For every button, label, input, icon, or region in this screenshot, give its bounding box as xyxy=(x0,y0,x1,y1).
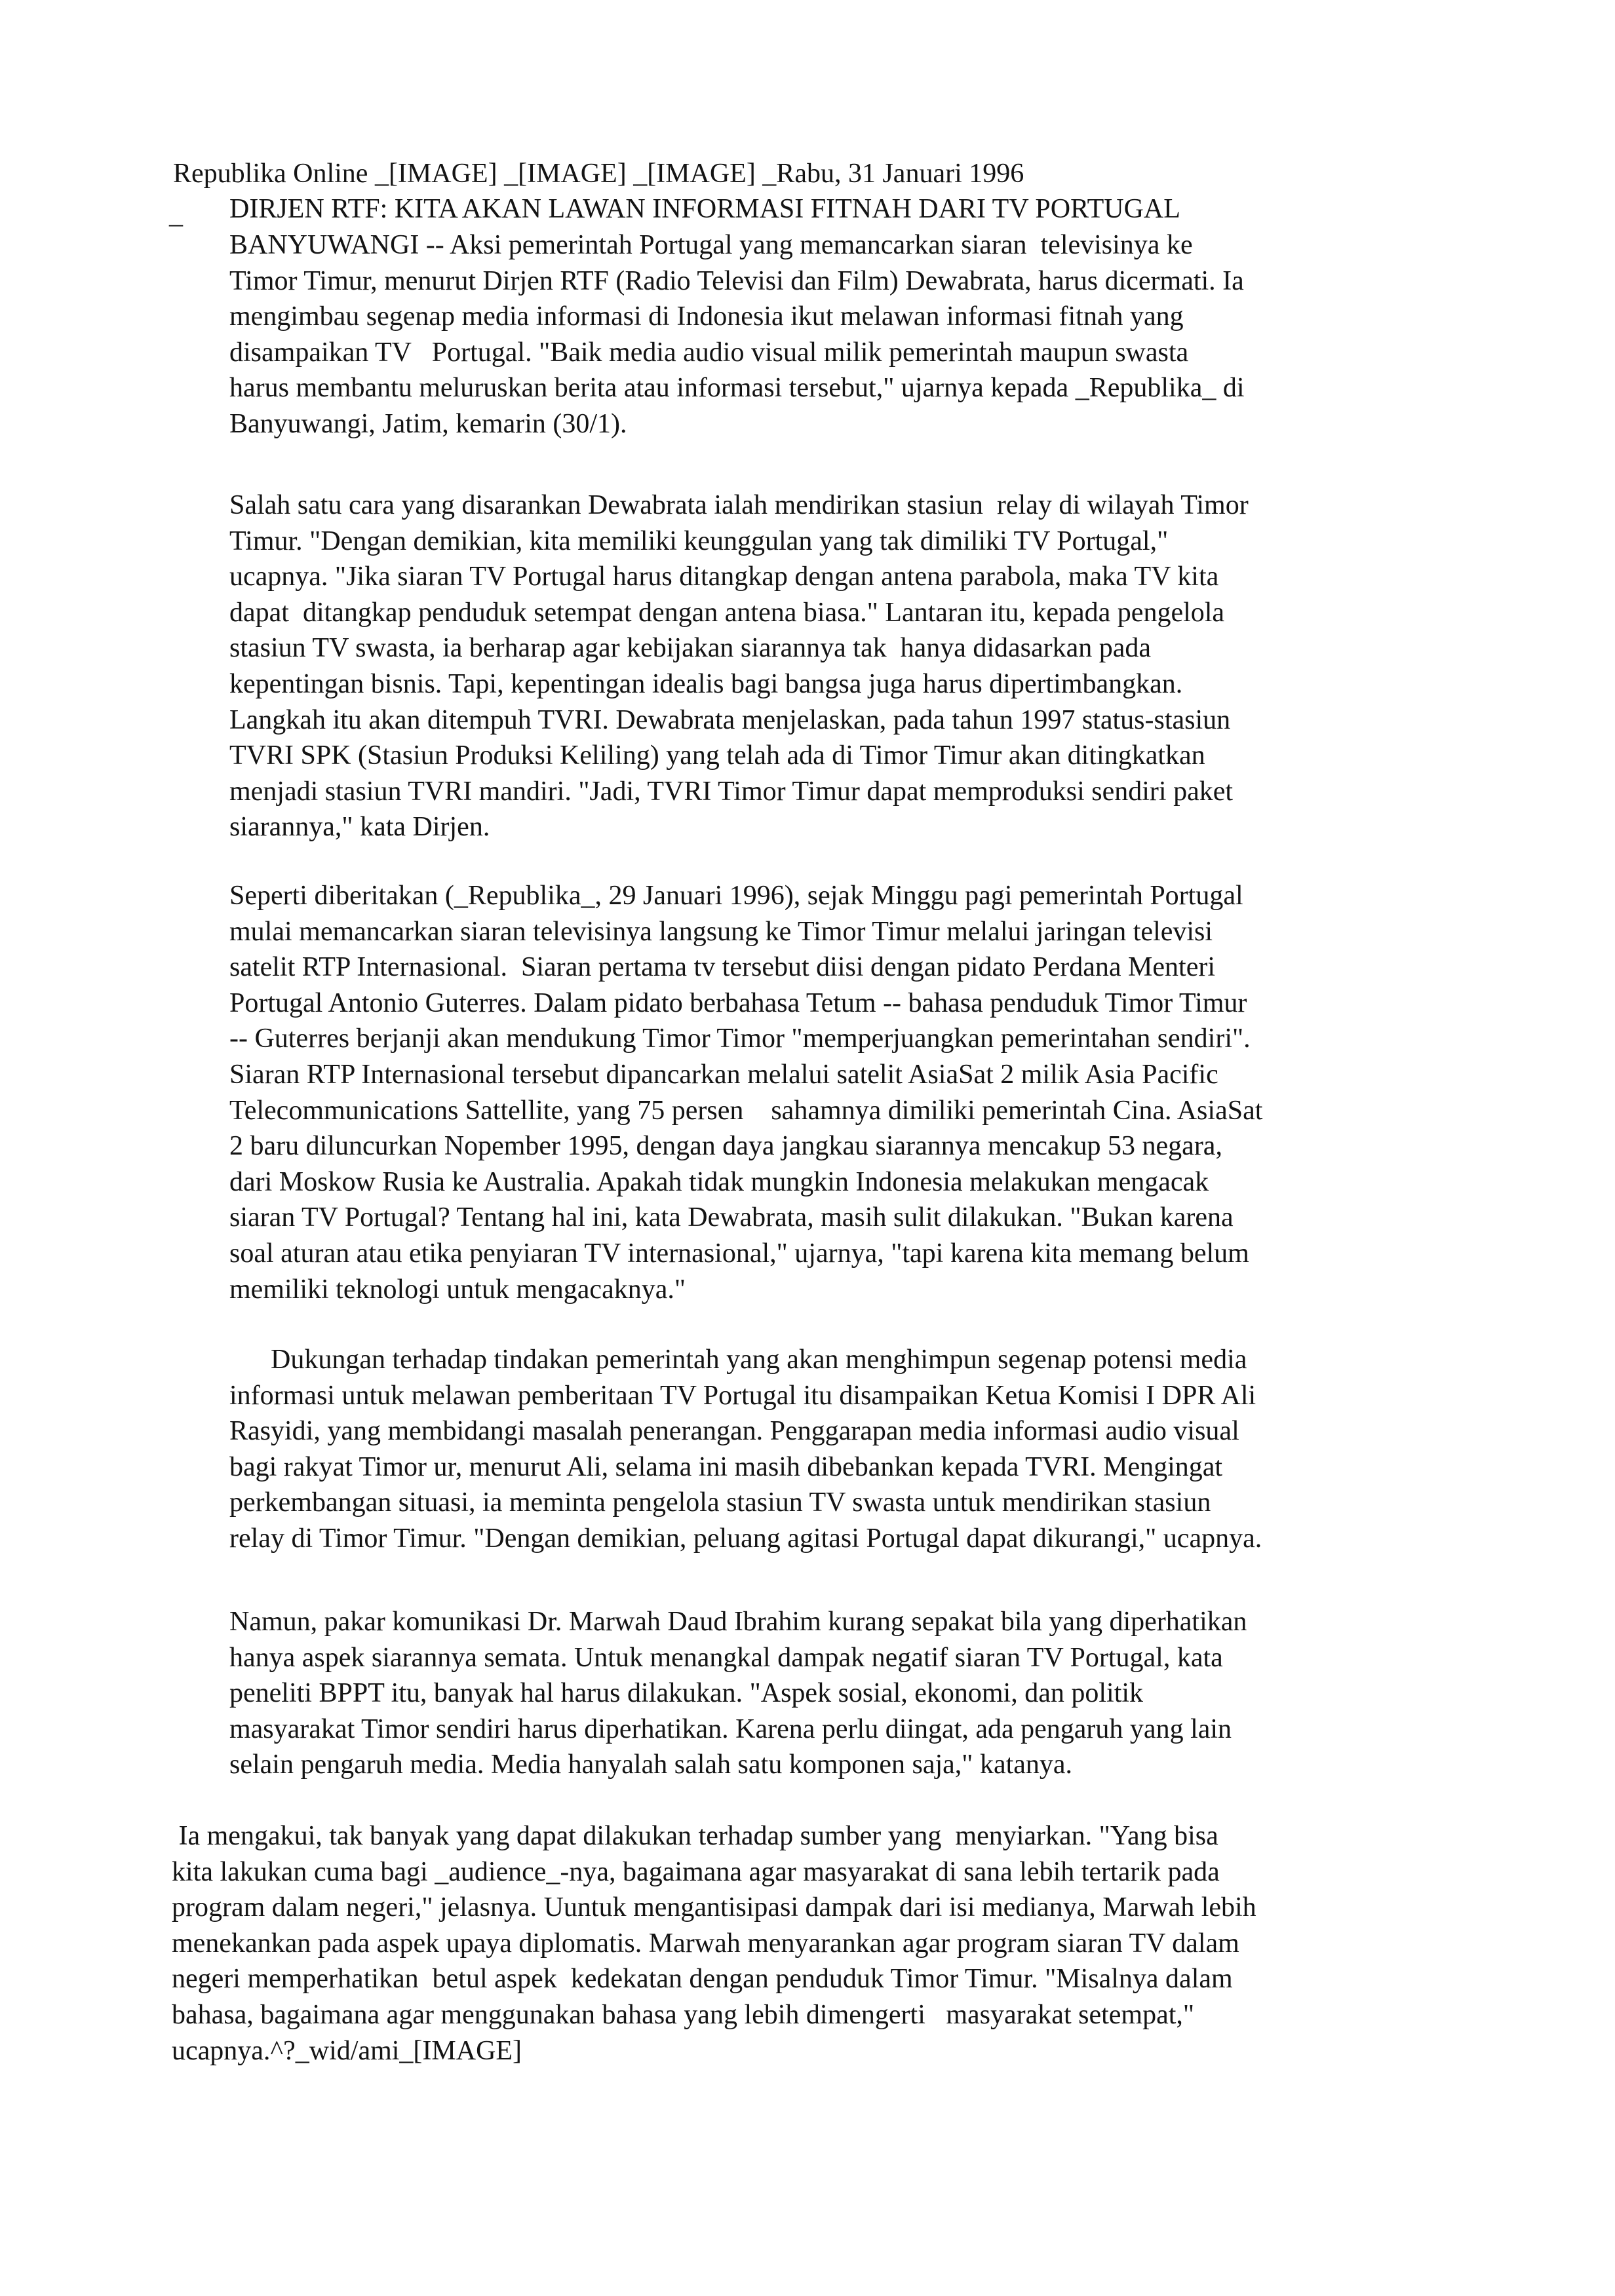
paragraph-2-line: ucapnya. "Jika siaran TV Portugal harus ditangkap dengan antena parabola, maka TV kita xyxy=(229,562,1219,592)
paragraph-1-line: harus membantu meluruskan berita atau informasi tersebut," ujarnya kepada _Republika_ di xyxy=(229,373,1245,404)
paragraph-1-line: Timor Timur, menurut Dirjen RTF (Radio Televisi dan Film) Dewabrata, harus dicermati. Ia xyxy=(229,265,1244,296)
paragraph-2-line: Salah satu cara yang disarankan Dewabrata ialah mendirikan stasiun relay di wilayah Timor xyxy=(229,490,1249,520)
paragraph-5-line: peneliti BPPT itu, banyak hal harus dilakukan. "Aspek sosial, ekonomi, dan politik xyxy=(229,1678,1144,1709)
paragraph-3-line: Portugal Antonio Guterres. Dalam pidato berbahasa Tetum -- bahasa penduduk Timor Timur xyxy=(229,987,1247,1018)
paragraph-3-line: 2 baru diluncurkan Nopember 1995, dengan daya jangkau siarannya mencakup 53 negara, xyxy=(229,1131,1222,1162)
paragraph-6-line: menekankan pada aspek upaya diplomatis. Marwah menyarankan agar program siaran TV dalam xyxy=(172,1928,1239,1959)
paragraph-5-line: selain pengaruh media. Media hanyalah salah satu komponen saja," katanya. xyxy=(229,1750,1073,1780)
paragraph-1-line: Banyuwangi, Jatim, kemarin (30/1). xyxy=(229,409,627,439)
paragraph-2-line: Langkah itu akan ditempuh TVRI. Dewabrata menjelaskan, pada tahun 1997 status-stasiun xyxy=(229,704,1231,735)
paragraph-5-line: hanya aspek siarannya semata. Untuk menangkal dampak negatif siaran TV Portugal, kata xyxy=(229,1642,1223,1673)
paragraph-2-line: siarannya," kata Dirjen. xyxy=(229,812,490,843)
paragraph-6-line: Ia mengakui, tak banyak yang dapat dilakukan terhadap sumber yang menyiarkan. "Yang bisa xyxy=(172,1821,1218,1851)
paragraph-4-line: perkembangan situasi, ia meminta pengelola stasiun TV swasta untuk mendirikan stasiun xyxy=(229,1487,1211,1518)
paragraph-2-line: menjadi stasiun TVRI mandiri. "Jadi, TVRI Timor Timur dapat memproduksi sendiri paket xyxy=(229,776,1234,807)
paragraph-5-line: masyarakat Timor sendiri harus diperhatikan. Karena perlu diingat, ada pengaruh yang lain xyxy=(229,1713,1232,1744)
header-line: Republika Online _[IMAGE] _[IMAGE] _[IMAGE] _Rabu, 31 Januari 1996 xyxy=(173,159,1024,189)
paragraph-2-line: TVRI SPK (Stasiun Produksi Keliling) yang telah ada di Timor Timur akan ditingkatkan xyxy=(229,740,1205,771)
paragraph-3-line: mulai memancarkan siaran televisinya langsung ke Timor Timur melalui jaringan televisi xyxy=(229,916,1213,947)
paragraph-3-line: Seperti diberitakan (_Republika_, 29 Januari 1996), sejak Minggu pagi pemerintah Portugal xyxy=(229,881,1243,911)
paragraph-2-line: stasiun TV swasta, ia berharap agar kebijakan siarannya tak hanya didasarkan pada xyxy=(229,633,1152,664)
paragraph-1-line: disampaikan TV Portugal. "Baik media audio visual milik pemerintah maupun swasta xyxy=(229,337,1189,368)
paragraph-2-line: kepentingan bisnis. Tapi, kepentingan idealis bagi bangsa juga harus dipertimbangkan. xyxy=(229,669,1183,699)
paragraph-3-line: Siaran RTP Internasional tersebut dipancarkan melalui satelit AsiaSat 2 milik Asia Pacific xyxy=(229,1060,1218,1090)
paragraph-3-line: dari Moskow Rusia ke Australia. Apakah tidak mungkin Indonesia melakukan mengacak xyxy=(229,1166,1209,1197)
headline-marker: _ xyxy=(169,199,183,229)
paragraph-3-line: satelit RTP Internasional. Siaran pertama tv tersebut diisi dengan pidato Perdana Menteri xyxy=(229,952,1216,983)
paragraph-2-line: dapat ditangkap penduduk setempat dengan antena biasa." Lantaran itu, kepada pengelola xyxy=(229,597,1225,628)
paragraph-6-line: program dalam negeri," jelasnya. Uuntuk mengantisipasi dampak dari isi medianya, Marwah lebih xyxy=(172,1892,1256,1923)
paragraph-6-line: bahasa, bagaimana agar menggunakan bahasa yang lebih dimengerti masyarakat setempat," xyxy=(172,2000,1195,2030)
paragraph-4-line: relay di Timor Timur. "Dengan demikian, peluang agitasi Portugal dapat dikurangi," ucapnya. xyxy=(229,1523,1262,1554)
paragraph-6-line: negeri memperhatikan betul aspek kedekatan dengan penduduk Timor Timur. "Misalnya dalam xyxy=(172,1964,1233,1995)
paragraph-2-line: Timur. "Dengan demikian, kita memiliki keunggulan yang tak dimiliki TV Portugal," xyxy=(229,526,1169,556)
paragraph-3-line: -- Guterres berjanji akan mendukung Timor Timor "memperjuangkan pemerintahan sendiri". xyxy=(229,1024,1251,1054)
paragraph-3-line: soal aturan atau etika penyiaran TV internasional," ujarnya, "tapi karena kita memang belum xyxy=(229,1238,1249,1269)
paragraph-6-line: kita lakukan cuma bagi _audience_-nya, bagaimana agar masyarakat di sana lebih tertarik pada xyxy=(172,1856,1220,1887)
paragraph-5-line: Namun, pakar komunikasi Dr. Marwah Daud Ibrahim kurang sepakat bila yang diperhatikan xyxy=(229,1607,1247,1637)
paragraph-1-line: BANYUWANGI -- Aksi pemerintah Portugal yang memancarkan siaran televisinya ke xyxy=(229,230,1193,260)
paragraph-4-line: bagi rakyat Timor ur, menurut Ali, selama ini masih dibebankan kepada TVRI. Mengingat xyxy=(229,1451,1223,1482)
paragraph-4-line: Dukungan terhadap tindakan pemerintah yang akan menghimpun segenap potensi media xyxy=(229,1345,1247,1375)
paragraph-6-line: ucapnya.^?_wid/ami_[IMAGE] xyxy=(172,2035,522,2066)
paragraph-3-line: memiliki teknologi untuk mengacaknya." xyxy=(229,1274,686,1305)
paragraph-4-line: Rasyidi, yang membidangi masalah penerangan. Penggarapan media informasi audio visual xyxy=(229,1416,1239,1447)
paragraph-3-line: Telecommunications Sattellite, yang 75 persen sahamnya dimiliki pemerintah Cina. AsiaSat xyxy=(229,1095,1263,1126)
paragraph-4-line: informasi untuk melawan pemberitaan TV Portugal itu disampaikan Ketua Komisi I DPR Ali xyxy=(229,1380,1256,1411)
paragraph-1-line: mengimbau segenap media informasi di Indonesia ikut melawan informasi fitnah yang xyxy=(229,301,1184,332)
paragraph-3-line: siaran TV Portugal? Tentang hal ini, kata Dewabrata, masih sulit dilakukan. "Bukan karena xyxy=(229,1202,1234,1233)
headline: DIRJEN RTF: KITA AKAN LAWAN INFORMASI FITNAH DARI TV PORTUGAL xyxy=(229,194,1180,224)
